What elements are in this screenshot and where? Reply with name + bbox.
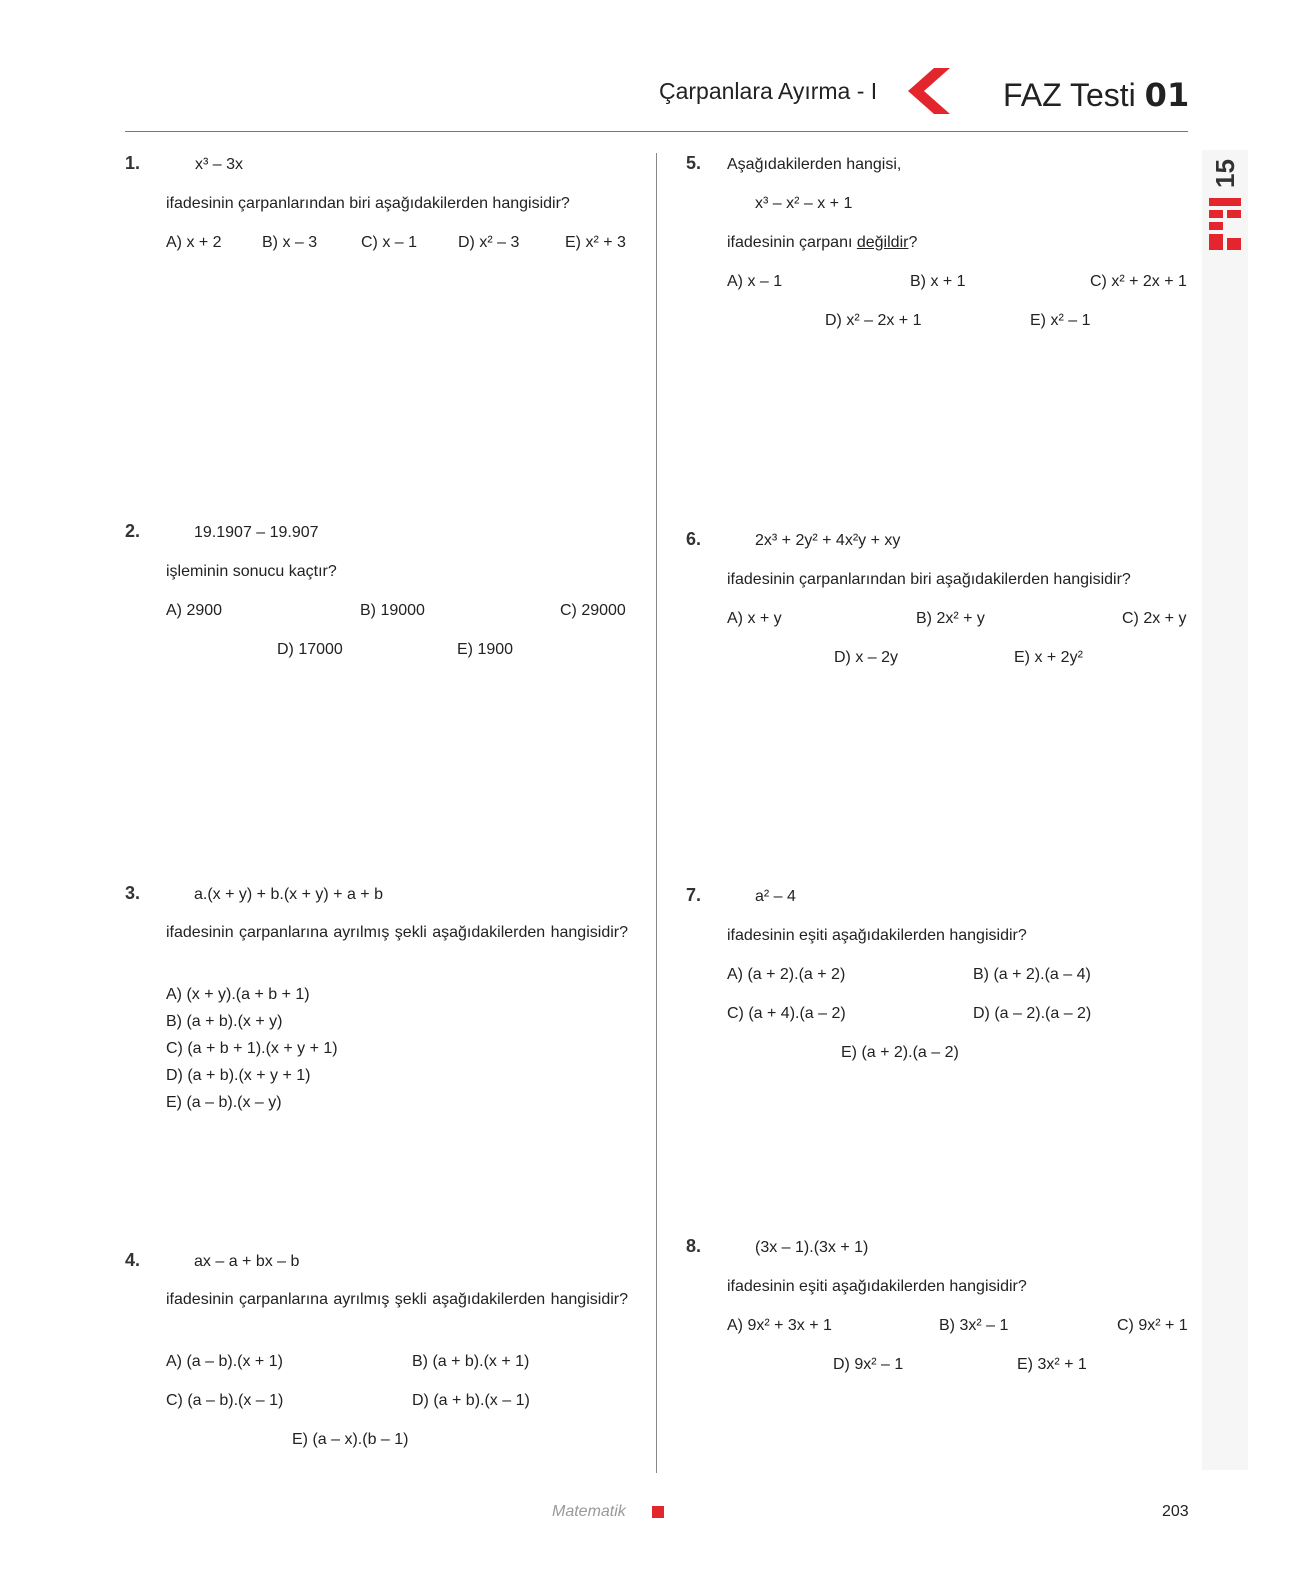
question-5-stem-before: ifadesinin çarpanı [727, 234, 857, 251]
question-7-stem: ifadesinin eşiti aşağıdakilerden hangisidir? [727, 927, 1027, 944]
chevron-logo-icon [906, 68, 950, 114]
question-7-option-c[interactable]: C) (a + 4).(a – 2) [727, 1005, 846, 1022]
question-5-option-b[interactable]: B) x + 1 [910, 273, 966, 290]
question-5-stem [727, 234, 917, 252]
question-1-option-e[interactable]: E) x² + 3 [565, 234, 626, 251]
question-7-option-a[interactable]: A) (a + 2).(a + 2) [727, 966, 846, 983]
question-2-option-b[interactable]: B) 19000 [360, 602, 425, 619]
question-3-stem: ifadesinin çarpanlarına ayrılmış şekli aşağıdakilerden hangisidir? [166, 924, 628, 941]
question-5-option-a[interactable]: A) x – 1 [727, 273, 783, 290]
question-2-option-d[interactable]: D) 17000 [277, 641, 343, 658]
question-4-option-c[interactable]: C) (a – b).(x – 1) [166, 1392, 284, 1409]
question-1-number: 1. [125, 153, 141, 173]
question-6-option-a[interactable]: A) x + y [727, 610, 782, 627]
question-6-option-b[interactable]: B) 2x² + y [916, 610, 985, 627]
sidebar-number-text: 15 [1210, 159, 1240, 188]
question-4-option-e[interactable]: E) (a – x).(b – 1) [292, 1431, 409, 1448]
question-5-number: 5. [686, 153, 702, 173]
test-heading [1003, 76, 1189, 114]
question-3-option-a[interactable]: A) (x + y).(a + b + 1) [166, 986, 310, 1003]
question-4-number: 4. [125, 1250, 141, 1270]
question-1-option-b[interactable]: B) x – 3 [262, 234, 318, 251]
question-4-expression: ax – a + bx – b [194, 1253, 300, 1270]
question-6-stem: ifadesinin çarpanlarından biri aşağıdakilerden hangisidir? [727, 571, 1131, 588]
question-7-option-d[interactable]: D) (a – 2).(a – 2) [973, 1005, 1092, 1022]
question-8-option-d[interactable]: D) 9x² – 1 [833, 1356, 904, 1373]
question-8-option-a[interactable]: A) 9x² + 3x + 1 [727, 1317, 832, 1334]
question-6-option-c[interactable]: C) 2x + y [1122, 610, 1187, 627]
question-8-option-c[interactable]: C) 9x² + 1 [1117, 1317, 1188, 1334]
question-4-stem: ifadesinin çarpanlarına ayrılmış şekli aşağıdakilerden hangisidir? [166, 1291, 628, 1308]
question-7-number: 7. [686, 885, 702, 905]
question-5-intro: Aşağıdakilerden hangisi, [727, 156, 902, 173]
question-1-option-d[interactable]: D) x² – 3 [458, 234, 520, 251]
question-2-expression: 19.1907 – 19.907 [194, 524, 319, 541]
question-7-option-b[interactable]: B) (a + 2).(a – 4) [973, 966, 1091, 983]
question-4-option-a[interactable]: A) (a – b).(x + 1) [166, 1353, 283, 1370]
test-number: 01 [1144, 76, 1190, 114]
question-2-option-c[interactable]: C) 29000 [560, 602, 626, 619]
question-6-number: 6. [686, 529, 702, 549]
question-5-option-d[interactable]: D) x² – 2x + 1 [825, 312, 922, 329]
question-3-option-b[interactable]: B) (a + b).(x + y) [166, 1013, 283, 1030]
question-1-expression: x³ – 3x [195, 156, 244, 173]
question-8-option-e[interactable]: E) 3x² + 1 [1017, 1356, 1087, 1373]
question-8-stem: ifadesinin eşiti aşağıdakilerden hangisidir? [727, 1278, 1027, 1295]
page-number: 203 [1162, 1503, 1189, 1520]
question-5-expression: x³ – x² – x + 1 [755, 195, 853, 212]
question-2-number: 2. [125, 521, 141, 541]
brand-mark-icon [1209, 198, 1241, 250]
question-1-option-c[interactable]: C) x – 1 [361, 234, 418, 251]
question-3-number: 3. [125, 883, 141, 903]
header-divider [125, 131, 1188, 132]
footer-square-icon [652, 1506, 664, 1518]
question-2-option-a[interactable]: A) 2900 [166, 602, 223, 619]
question-5-stem-after: ? [908, 234, 918, 251]
sidebar-strip [1202, 150, 1248, 1470]
question-6-option-e[interactable]: E) x + 2y² [1014, 649, 1083, 666]
question-7-expression: a² – 4 [755, 888, 796, 905]
question-3-option-d[interactable]: D) (a + b).(x + y + 1) [166, 1067, 311, 1084]
question-3-expression: a.(x + y) + b.(x + y) + a + b [194, 886, 383, 903]
question-1-option-a[interactable]: A) x + 2 [166, 234, 222, 251]
footer-subject: Matematik [552, 1503, 626, 1520]
question-3-option-c[interactable]: C) (a + b + 1).(x + y + 1) [166, 1040, 338, 1057]
question-8-option-b[interactable]: B) 3x² – 1 [939, 1317, 1009, 1334]
question-2-option-e[interactable]: E) 1900 [457, 641, 514, 658]
column-divider [656, 153, 657, 1473]
question-7-option-e[interactable]: E) (a + 2).(a – 2) [841, 1044, 959, 1061]
question-2-stem: işleminin sonucu kaçtır? [166, 563, 337, 580]
question-8-expression: (3x – 1).(3x + 1) [755, 1239, 869, 1256]
test-label: FAZ Testi [1003, 77, 1136, 113]
question-5-option-c[interactable]: C) x² + 2x + 1 [1090, 273, 1187, 290]
question-8-number: 8. [686, 1236, 702, 1256]
question-1-stem: ifadesinin çarpanlarından biri aşağıdakilerden hangisidir? [166, 195, 570, 212]
question-4-option-b[interactable]: B) (a + b).(x + 1) [412, 1353, 530, 1370]
topic-title: Çarpanlara Ayırma - I [659, 78, 878, 104]
question-4-option-d[interactable]: D) (a + b).(x – 1) [412, 1392, 530, 1409]
question-5-option-e[interactable]: E) x² – 1 [1030, 312, 1091, 329]
question-3-option-e[interactable]: E) (a – b).(x – y) [166, 1094, 282, 1111]
question-5-stem-emphasis: değildir [856, 234, 909, 251]
sidebar-number [1208, 150, 1248, 190]
question-6-expression: 2x³ + 2y² + 4x²y + xy [755, 532, 901, 549]
question-6-option-d[interactable]: D) x – 2y [834, 649, 899, 666]
